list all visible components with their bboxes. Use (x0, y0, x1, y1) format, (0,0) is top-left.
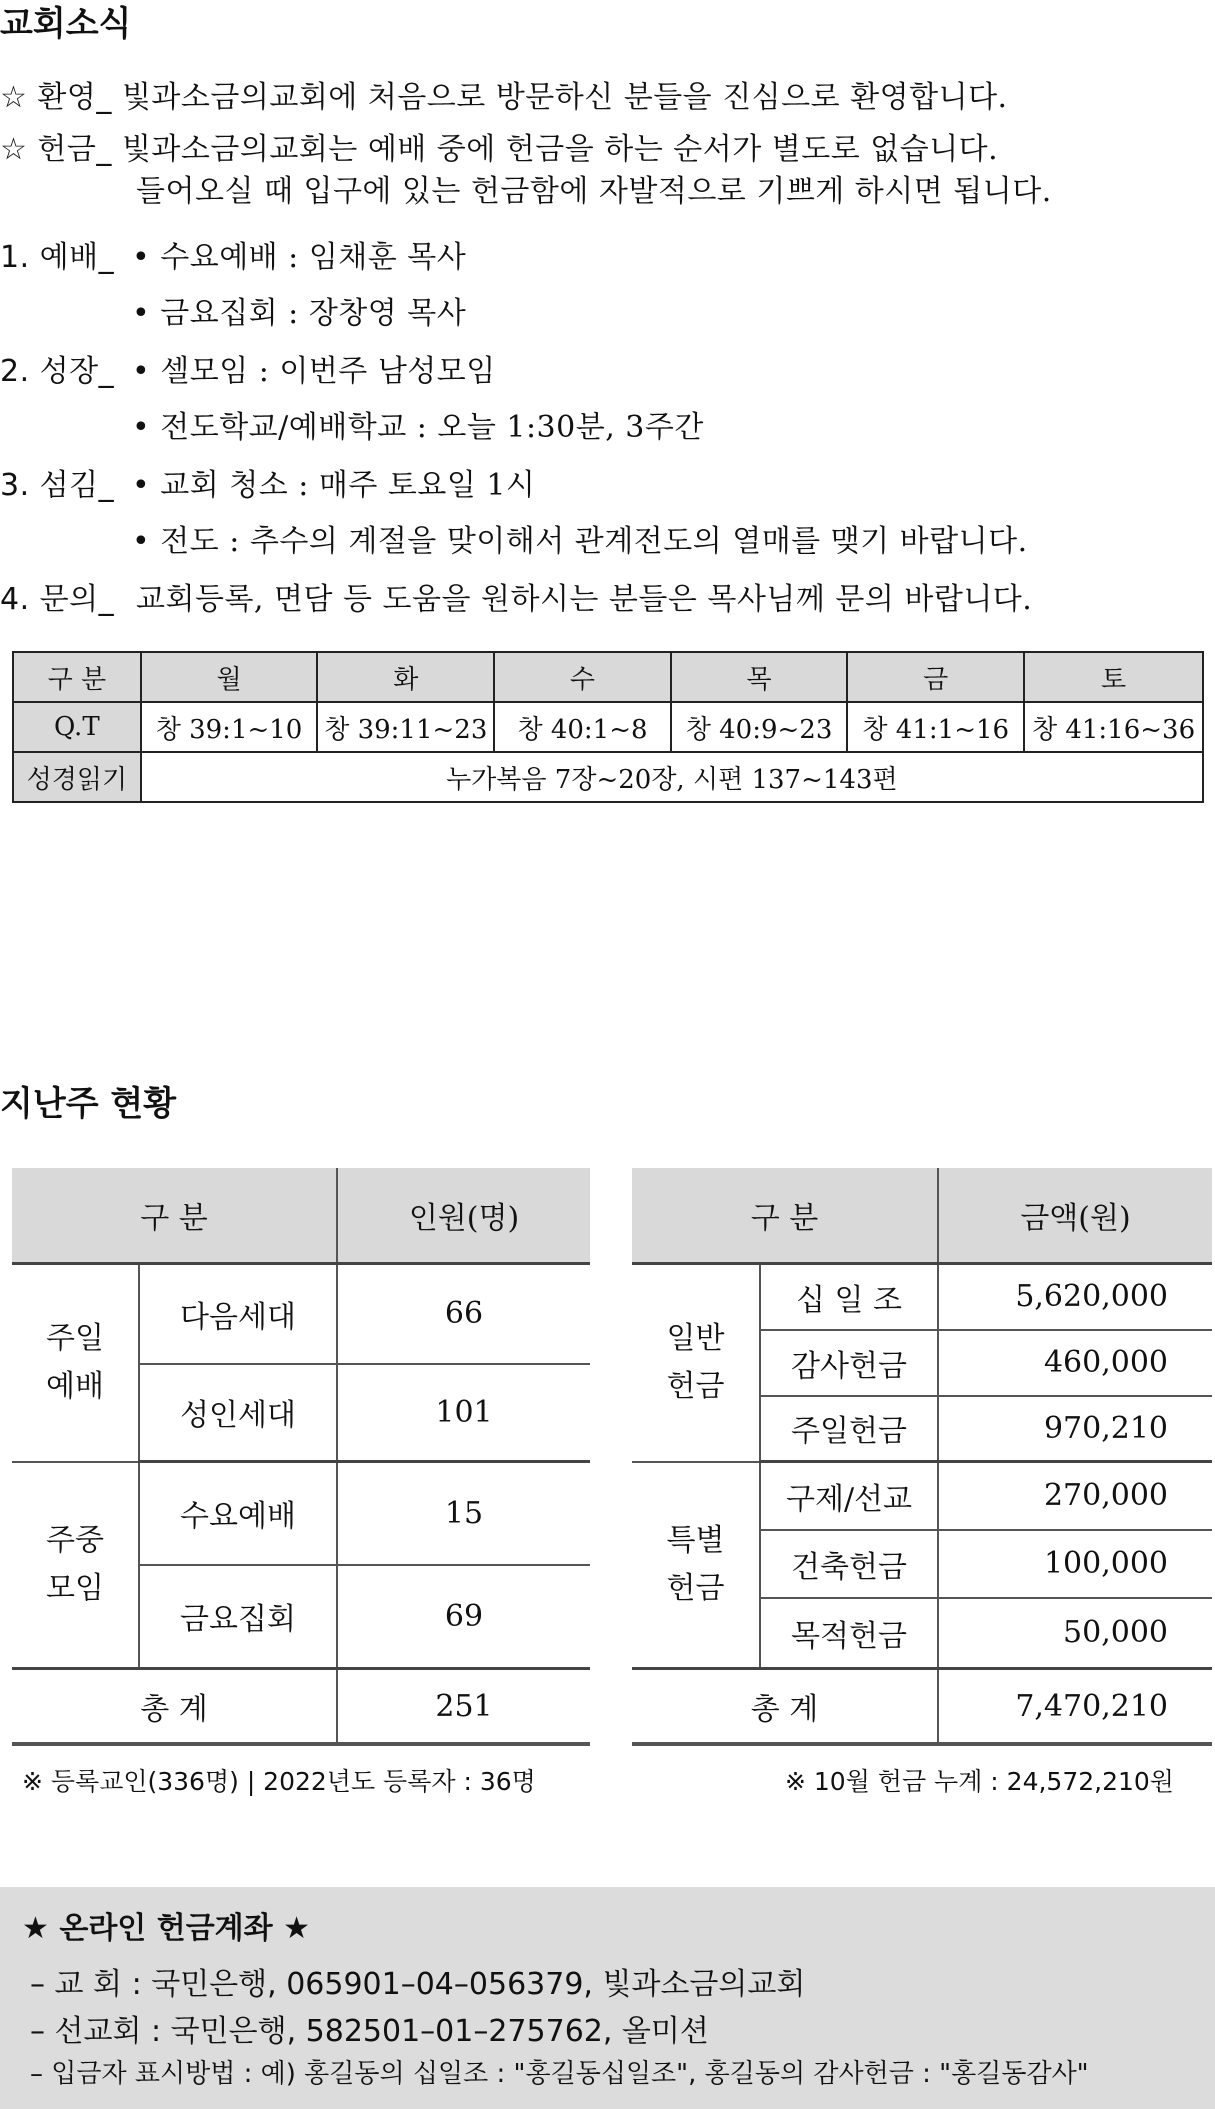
offering-row-label: 주일헌금 (760, 1396, 938, 1462)
welcome-label: ☆ 환영_ (0, 80, 112, 115)
qt-cell: 창 40:1~8 (494, 702, 671, 752)
offering-row-value: 970,210 (938, 1396, 1212, 1462)
qt-cell: 창 40:9~23 (671, 702, 848, 752)
news-item-line: 교회등록, 면담 등 도움을 원하시는 분들은 목사님께 문의 바랍니다. (136, 582, 1033, 617)
news-title: 교회소식 (0, 4, 132, 44)
attendance-total-value: 251 (337, 1669, 590, 1745)
table-row (12, 1264, 590, 1364)
welcome-text: 빛과소금의교회에 처음으로 방문하신 분들을 진심으로 환영합니다. (121, 80, 1008, 115)
offering-total-value: 7,470,210 (938, 1669, 1212, 1745)
qt-header-cell: 수 (494, 652, 671, 702)
offering-text-2: 들어오실 때 입구에 있는 헌금함에 자발적으로 기쁘게 하시면 됩니다. (136, 174, 1052, 209)
attendance-row-value: 66 (337, 1264, 590, 1364)
qt-header-cell: 토 (1024, 652, 1203, 702)
qt-header-cell: 금 (847, 652, 1024, 702)
attendance-group-name: 주일 예배 (12, 1264, 139, 1462)
offering-row-value: 270,000 (938, 1462, 1212, 1530)
offering-row-label: 십 일 조 (760, 1264, 938, 1330)
offering-row-label: 건축헌금 (760, 1530, 938, 1598)
attendance-total-label: 총 계 (12, 1669, 337, 1745)
offering-label: ☆ 헌금_ (0, 132, 112, 167)
news-item-label: 2. 성장_ (0, 354, 115, 389)
offering-header-row (632, 1168, 1212, 1264)
news-item-line: • 교회 청소 : 매주 토요일 1시 (132, 468, 536, 503)
qt-header-cell: 화 (317, 652, 494, 702)
last-week-title: 지난주 현황 (0, 1084, 177, 1124)
offering-text-1: 빛과소금의교회는 예배 중에 헌금을 하는 순서가 별도로 없습니다. (121, 132, 999, 167)
online-offering-box (0, 1887, 1215, 2109)
offering-row-value: 460,000 (938, 1330, 1212, 1396)
attendance-row-label: 성인세대 (139, 1364, 337, 1462)
qt-table (12, 651, 1204, 803)
attendance-header-count: 인원(명) (337, 1168, 590, 1264)
depositor-instruction: – 입금자 표시방법 : 예) 홍길동의 십일조 : "홍길동십일조", 홍길동의 감사헌금 : "홍길동감사" (30, 2059, 1089, 2089)
offering-note: ※ 10월 헌금 누계 : 24,572,210원 (785, 1767, 1174, 1796)
attendance-row-value: 101 (337, 1364, 590, 1462)
attendance-row-label: 다음세대 (139, 1264, 337, 1364)
offering-row-label: 구제/선교 (760, 1462, 938, 1530)
news-item-label: 1. 예배_ (0, 240, 115, 275)
news-item-line: • 전도 : 추수의 계절을 맞이해서 관계전도의 열매를 맺기 바랍니다. (132, 524, 1028, 559)
reading-cell: 누가복음 7장~20장, 시편 137~143편 (141, 752, 1203, 802)
news-item-line: • 셀모임 : 이번주 남성모임 (132, 354, 496, 389)
attendance-group-name: 주중 모임 (12, 1462, 139, 1669)
attendance-note: ※ 등록교인(336명) | 2022년도 등록자 : 36명 (22, 1767, 536, 1796)
qt-cell: 창 39:1~10 (141, 702, 318, 752)
offering-row-value: 50,000 (938, 1598, 1212, 1669)
news-item-line: • 전도학교/예배학교 : 오늘 1:30분, 3주간 (132, 410, 704, 445)
online-offering-title: ★ 온라인 헌금계좌 ★ (22, 1911, 310, 1946)
offering-table (632, 1168, 1212, 1746)
qt-header-cell: 월 (141, 652, 318, 702)
qt-cell: 창 39:11~23 (317, 702, 494, 752)
news-item-label: 4. 문의_ (0, 582, 115, 617)
account-line: – 선교회 : 국민은행, 582501–01–275762, 올미션 (30, 2014, 709, 2049)
welcome-row (0, 72, 1008, 116)
table-row (632, 1462, 1212, 1530)
attendance-row-label: 수요예배 (139, 1462, 337, 1565)
table-row (12, 1462, 590, 1565)
qt-cell: 창 41:16~36 (1024, 702, 1203, 752)
qt-cell: 창 41:1~16 (847, 702, 1024, 752)
offering-group-name: 일반 헌금 (632, 1264, 760, 1462)
account-line: – 교 회 : 국민은행, 065901–04–056379, 빛과소금의교회 (30, 1967, 806, 2002)
attendance-row-value: 15 (337, 1462, 590, 1565)
offering-header-amount: 금액(원) (938, 1168, 1212, 1264)
reading-row (13, 752, 1203, 802)
offering-row-value: 100,000 (938, 1530, 1212, 1598)
offering-row-label: 목적헌금 (760, 1598, 938, 1669)
offering-row-value: 5,620,000 (938, 1264, 1212, 1330)
offering-total-label: 총 계 (632, 1669, 938, 1745)
offering-total-row (632, 1669, 1212, 1745)
news-item-line: • 금요집회 : 장창영 목사 (132, 296, 467, 331)
offering-row-label: 감사헌금 (760, 1330, 938, 1396)
offering-group-name: 특별 헌금 (632, 1462, 760, 1669)
attendance-row-label: 금요집회 (139, 1565, 337, 1669)
qt-row-label: Q.T (13, 702, 141, 752)
qt-header-row (13, 652, 1203, 702)
attendance-total-row (12, 1669, 590, 1745)
news-item-line: • 수요예배 : 임채훈 목사 (132, 240, 467, 275)
attendance-header-category: 구 분 (12, 1168, 337, 1264)
offering-header-category: 구 분 (632, 1168, 938, 1264)
attendance-header-row (12, 1168, 590, 1264)
table-row (632, 1264, 1212, 1330)
attendance-table (12, 1168, 590, 1746)
qt-header-cell: 구 분 (13, 652, 141, 702)
offering-row (0, 124, 998, 168)
qt-row (13, 702, 1203, 752)
qt-header-cell: 목 (671, 652, 848, 702)
attendance-row-value: 69 (337, 1565, 590, 1669)
reading-row-label: 성경읽기 (13, 752, 141, 802)
news-item-label: 3. 섬김_ (0, 468, 115, 503)
